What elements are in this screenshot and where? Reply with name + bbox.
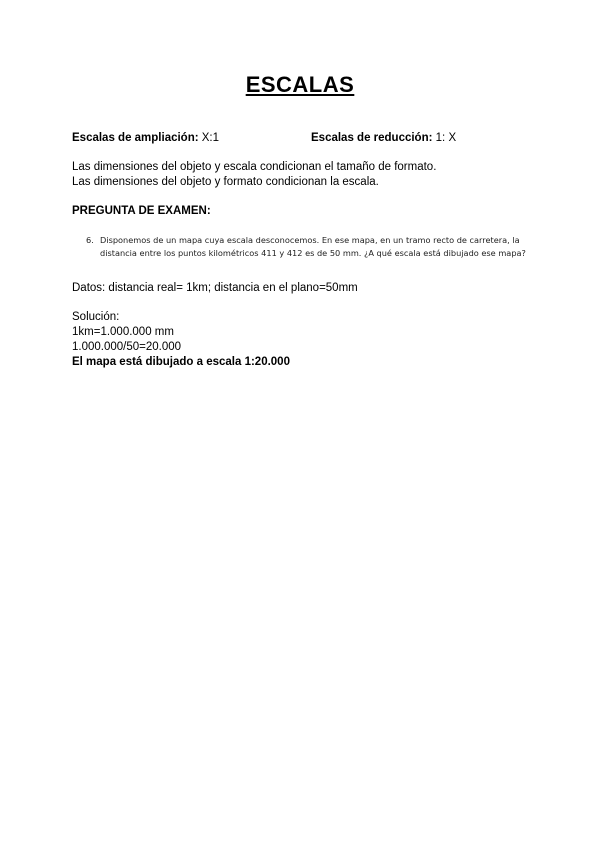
solucion-step-2: 1.000.000/50=20.000 xyxy=(72,341,182,353)
datos-line: Datos: distancia real= 1km; distancia en el plano=50mm xyxy=(72,282,358,294)
ampliacion-label: Escalas de ampliación: xyxy=(72,132,199,144)
paragraph-line-1: Las dimensiones del objeto y escala condicionan el tamaño de formato. xyxy=(72,161,437,173)
reduccion-line xyxy=(311,132,456,144)
ampliacion-line xyxy=(72,132,219,144)
page-title: ESCALAS xyxy=(245,72,355,97)
question-line-1: Disponemos de un mapa cuya escala desconocemos. En ese mapa, en un tramo recto de carretera, la xyxy=(100,235,520,245)
solucion-heading: Solución: xyxy=(72,311,120,323)
reduccion-value: 1: X xyxy=(435,132,457,144)
exam-heading: PREGUNTA DE EXAMEN: xyxy=(72,205,211,217)
solucion-step-1: 1km=1.000.000 mm xyxy=(72,326,174,338)
ampliacion-value: X:1 xyxy=(201,132,220,144)
solucion-result: El mapa está dibujado a escala 1:20.000 xyxy=(72,356,290,368)
question-number: 6. xyxy=(86,235,94,245)
paragraph-line-2: Las dimensiones del objeto y formato condicionan la escala. xyxy=(72,176,379,188)
reduccion-label: Escalas de reducción: xyxy=(311,132,433,144)
question-line-2: distancia entre los puntos kilométricos 411 y 412 es de 50 mm. ¿A qué escala está dibujado ese mapa? xyxy=(100,248,526,258)
